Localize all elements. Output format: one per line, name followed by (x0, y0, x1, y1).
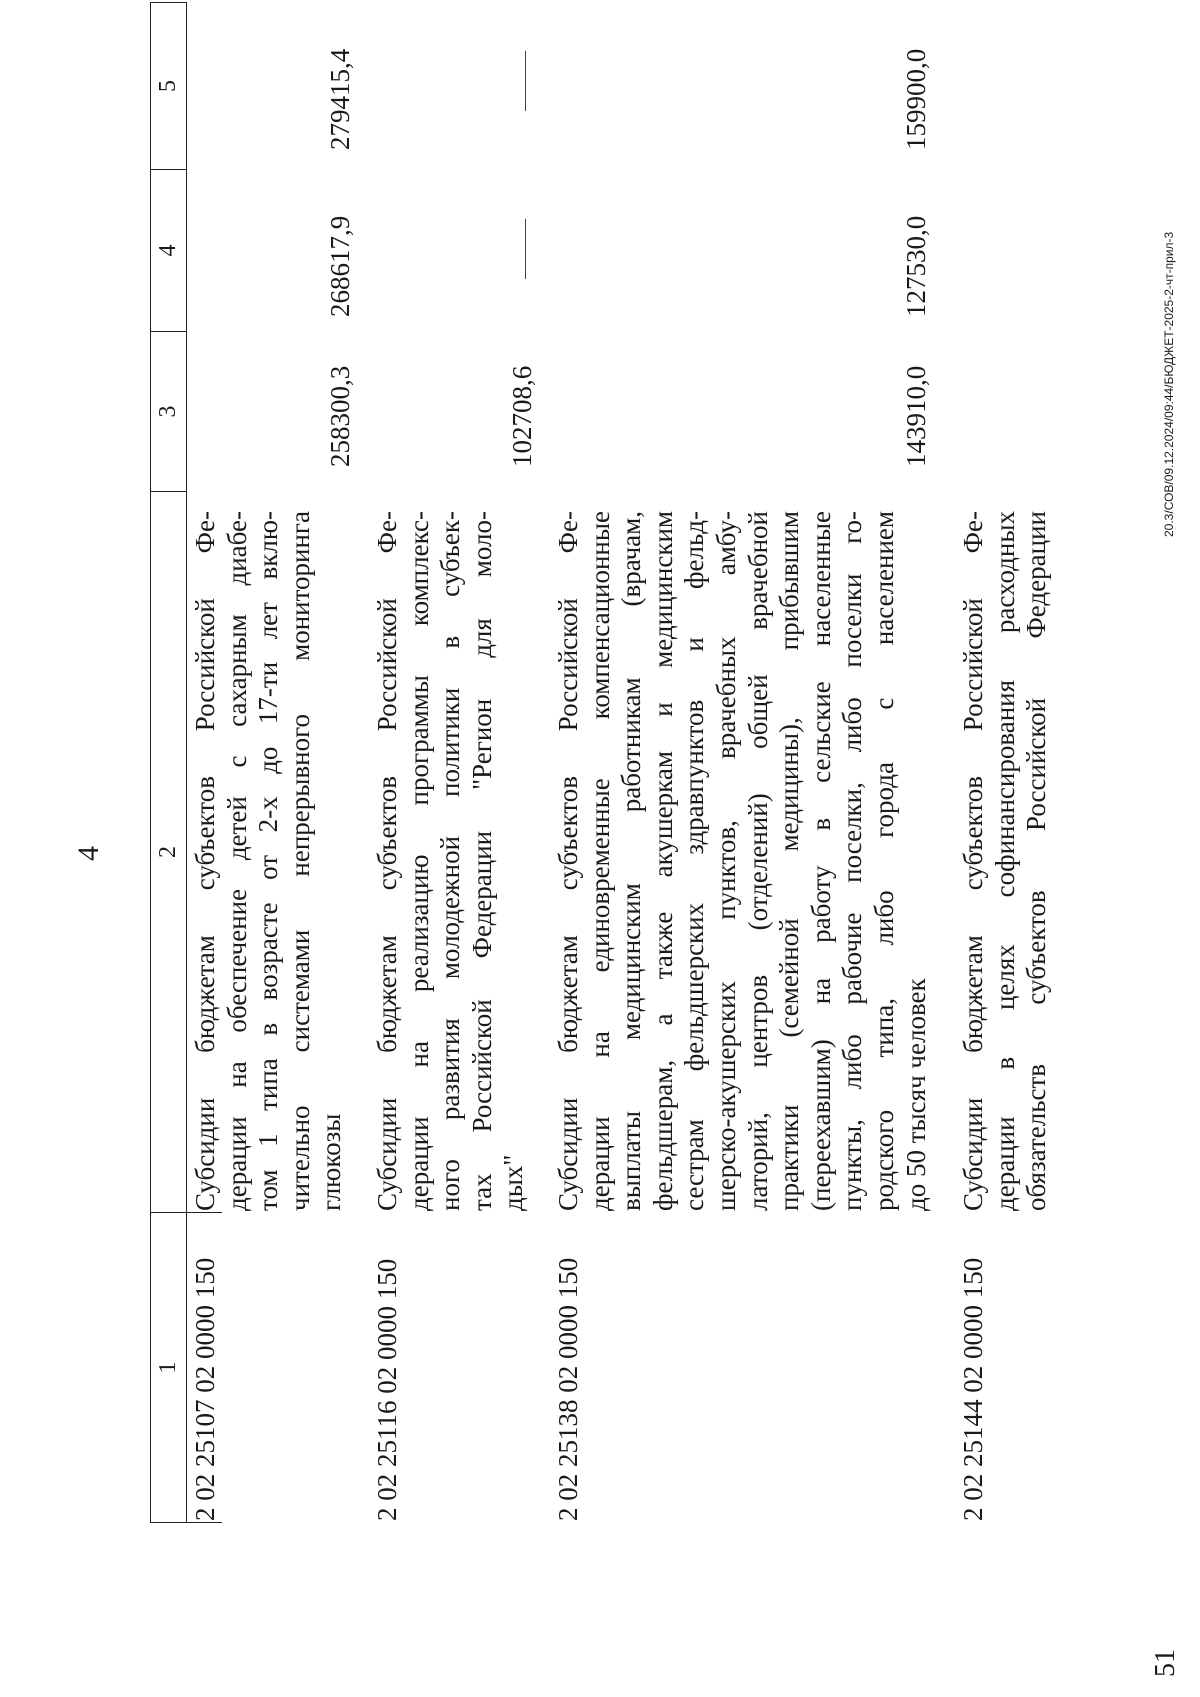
desc-line: дерации на единовременные компенсационные (584, 511, 615, 1211)
row-description (372, 511, 530, 1211)
dash-col5 (525, 51, 526, 111)
row-description (958, 511, 1053, 1211)
value-col3: 102708,6 (507, 365, 537, 467)
desc-line: сестрам фельдшерских здравпунктов и фельд- (679, 511, 710, 1211)
desc-line: латорий, центров (отделений) общей врачебной (742, 511, 773, 1211)
desc-line: обязательств субъектов Российской Федерации (1021, 511, 1052, 1211)
desc-line: пункты, либо рабочие поселки, либо поселки го- (837, 511, 868, 1211)
value-col5: 279415,4 (325, 48, 355, 150)
desc-line: дерации на реализацию программы комплекс- (403, 511, 434, 1211)
col-border (187, 1212, 222, 1213)
dash-col4 (525, 219, 526, 279)
desc-line: практики (семейной медицины), прибывшим (774, 511, 805, 1211)
desc-line: дерации в целях софинансирования расходных (989, 511, 1020, 1211)
desc-line: дых" (498, 1154, 529, 1211)
desc-line: (переехавшим) на работу в сельские населенные (805, 511, 836, 1211)
desc-line: Субсидии бюджетам субъектов Российской Фе- (958, 511, 988, 1211)
desc-line: шерско-акушерских пунктов, врачебных амбу- (710, 511, 741, 1211)
desc-line: фельдшерам, а также акушеркам и медицинским (647, 511, 678, 1211)
value-col3: 143910,0 (901, 365, 931, 467)
col-header-2: 2 (150, 491, 187, 1213)
desc-line: Субсидии бюджетам субъектов Российской Фе- (372, 511, 402, 1211)
row-description (553, 511, 932, 1211)
desc-line: до 50 тысяч человек (900, 978, 931, 1211)
row-code: 2 02 25107 02 0000 150 (190, 1257, 220, 1521)
desc-line: глюкозы (316, 1113, 347, 1211)
col-header-3: 3 (150, 331, 187, 492)
value-col4: 268617,9 (325, 215, 355, 317)
desc-line: тах Российской Федерации "Регион для моло- (466, 511, 497, 1211)
desc-line: выплаты медицинским работникам (врачам, (616, 511, 647, 1211)
row-code: 2 02 25144 02 0000 150 (958, 1257, 988, 1521)
desc-line: дерации на обеспечение детей с сахарным диабе- (221, 511, 252, 1211)
desc-line: том 1 типа в возрасте от 2-х до 17-ти лет вклю- (253, 511, 284, 1211)
value-col5: 159900,0 (901, 48, 931, 150)
row-code: 2 02 25138 02 0000 150 (553, 1257, 583, 1521)
desc-line: ного развития молодежной политики в субъек- (435, 511, 466, 1211)
desc-line: чительно системами непрерывного мониторинга (284, 511, 315, 1211)
desc-line: Субсидии бюджетам субъектов Российской Фе- (190, 511, 220, 1211)
document-stamp: 20.3/СОВ/09.12.2024/09:44/БЮДЖЕТ-2025-2-чт-прил-3 (1162, 231, 1176, 537)
page-number: 4 (72, 846, 105, 861)
col-header-5: 5 (150, 2, 187, 170)
col-header-1: 1 (150, 1212, 187, 1523)
desc-line: родского типа, либо города с населением (868, 511, 899, 1211)
value-col3: 258300,3 (325, 365, 355, 467)
desc-line: Субсидии бюджетам субъектов Российской Фе- (553, 511, 583, 1211)
sheet-number: 51 (1150, 1649, 1181, 1677)
row-code: 2 02 25116 02 0000 150 (372, 1258, 402, 1521)
row-description (190, 511, 348, 1211)
value-col4: 127530,0 (901, 215, 931, 317)
col-border (187, 1522, 222, 1523)
col-header-4: 4 (150, 169, 187, 332)
